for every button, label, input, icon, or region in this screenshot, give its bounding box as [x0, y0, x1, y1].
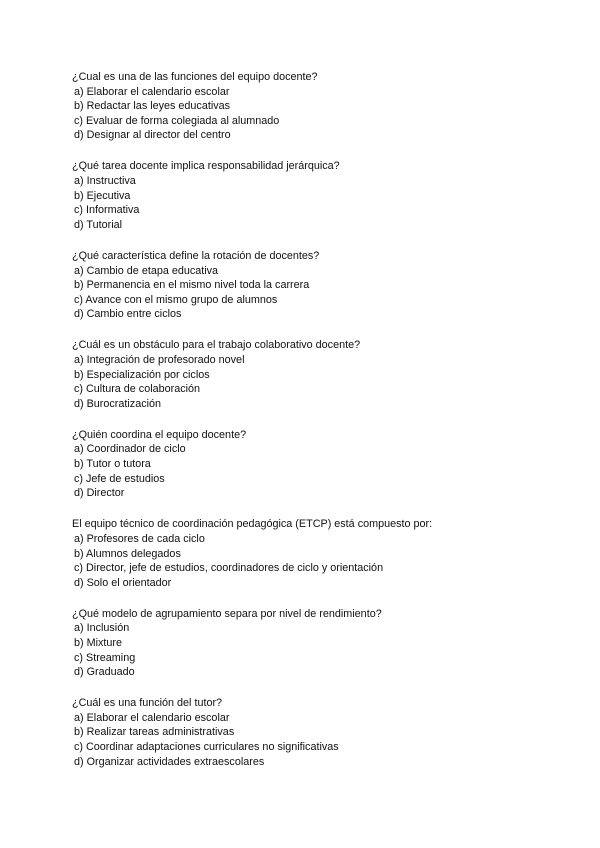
option-b: b) Tutor o tutora [74, 458, 151, 471]
quiz-page [72, 70, 572, 786]
question-text: ¿Qué característica define la rotación de docentes? [72, 249, 320, 262]
option-list [72, 353, 572, 411]
option-c: c) Jefe de estudios [74, 472, 165, 485]
option-list [72, 85, 572, 143]
question-text: ¿Quién coordina el equipo docente? [72, 428, 247, 441]
option-c: c) Evaluar de forma colegiada al alumnado [74, 114, 280, 127]
option-c: c) Informativa [74, 204, 140, 217]
option-list [72, 711, 572, 769]
option-c: c) Avance con el mismo grupo de alumnos [74, 293, 278, 306]
option-d: d) Graduado [74, 666, 135, 679]
option-b: b) Ejecutiva [74, 189, 131, 202]
option-d: d) Burocratización [74, 397, 162, 410]
question-4 [72, 338, 572, 411]
option-a: a) Integración de profesorado novel [74, 354, 245, 366]
option-b: b) Mixture [74, 637, 122, 649]
option-c: c) Cultura de colaboración [74, 383, 201, 396]
option-a: a) Instructiva [74, 175, 136, 188]
question-text: ¿Cual es una de las funciones del equipo docente? [72, 71, 318, 83]
option-a: a) Cambio de etapa educativa [74, 264, 219, 277]
option-d: d) Cambio entre ciclos [74, 308, 182, 321]
option-a: a) Elaborar el calendario escolar [74, 711, 230, 724]
question-text: ¿Qué tarea docente implica responsabilidad jerárquica? [72, 160, 340, 173]
option-d: d) Tutorial [74, 218, 123, 231]
option-a: a) Coordinador de ciclo [74, 443, 186, 456]
question-7 [72, 607, 572, 680]
question-1 [72, 70, 572, 143]
option-a: a) Profesores de cada ciclo [74, 532, 205, 545]
option-b: b) Alumnos delegados [74, 547, 181, 560]
option-a: a) Elaborar el calendario escolar [74, 85, 230, 98]
question-8 [72, 696, 572, 769]
option-c: c) Streaming [74, 651, 136, 664]
option-d: d) Designar al director del centro [74, 129, 231, 142]
option-b: b) Especialización por ciclos [74, 368, 210, 381]
option-b: b) Realizar tareas administrativas [74, 726, 235, 739]
option-list [72, 532, 572, 590]
option-list [72, 442, 572, 500]
question-6 [72, 517, 572, 590]
question-text: ¿Cuál es un obstáculo para el trabajo colaborativo docente? [72, 339, 361, 352]
option-list [72, 621, 572, 679]
question-text: ¿Cuál es una función del tutor? [72, 697, 223, 710]
option-d: d) Solo el orientador [74, 576, 172, 589]
question-2 [72, 159, 572, 232]
option-d: d) Organizar actividades extraescolares [74, 755, 265, 768]
option-b: b) Permanencia en el mismo nivel toda la carrera [74, 279, 310, 292]
question-5 [72, 428, 572, 501]
question-3 [72, 249, 572, 322]
option-c: c) Director, jefe de estudios, coordinadores de ciclo y orientación [74, 562, 384, 575]
option-c: c) Coordinar adaptaciones curriculares no significativas [74, 741, 339, 754]
question-text: ¿Qué modelo de agrupamiento separa por nivel de rendimiento? [72, 607, 382, 620]
question-text: El equipo técnico de coordinación pedagógica (ETCP) está compuesto por: [72, 518, 433, 531]
option-list [72, 174, 572, 232]
option-d: d) Director [74, 487, 125, 500]
option-b: b) Redactar las leyes educativas [74, 100, 231, 113]
option-list [72, 264, 572, 322]
option-a: a) Inclusión [74, 622, 130, 635]
